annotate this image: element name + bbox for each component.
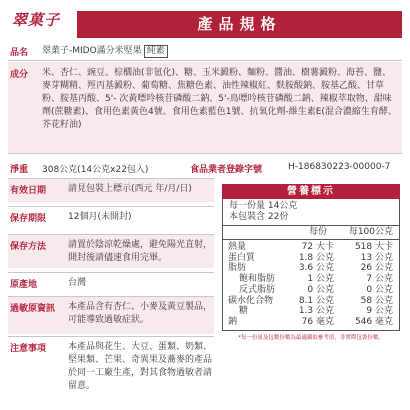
product-name-row [8, 41, 402, 61]
allergen-label: 過敏原資訊 [10, 304, 56, 314]
nutrient-name: 熱量 [228, 242, 247, 252]
ingredients-value: 米、杏仁、豌豆、棕櫚油(非氫化)、糖、玉米澱粉、麵粉、醬油、樹薯澱粉、海苔、鹽、麥芽糊精、羥丙基澱粉、葡萄糖、焦糖色素、油性辣椒紅、麩胺酸鈉、胺基乙酸、甘草粉、胺基丙酸、5'- 次黃嘌呤核苷磷酸二鈉、5'-鳥嘌呤核苷磷酸二鈉、辣椒萃取物、甜味劑(蔗糖素)、食用色素黃色4號、食用色素藍色1號、抗氧化劑-維生素E(混合濃縮生育酵、芥花籽油) [42, 68, 397, 131]
net-weight-row [8, 160, 402, 176]
origin-value: 台灣 [68, 278, 87, 288]
product-name-label: 品名 [10, 48, 29, 58]
registration-label: 食品業者登錄字號 [190, 165, 263, 175]
nutrient-name: 脂肪 [228, 263, 247, 274]
expiry-value: 請見包裝上標示(西元 年/月/日) [68, 184, 192, 194]
net-weight-label: 淨重 [10, 165, 29, 175]
registration-value: H-186830223-00000-7 [288, 162, 391, 172]
product-name-value [42, 45, 168, 58]
nutrient-name: 飽和脂肪 [239, 274, 276, 285]
page-title: 產品規格 [77, 11, 402, 38]
nutrient-name: 鈉 [228, 316, 238, 327]
nutrient-per-serving: 3.6 公克 [298, 263, 334, 274]
nutrient-per-serving: 76 毫克 [301, 316, 334, 327]
nutrient-per-100g: 9 公克 [366, 306, 393, 317]
per-100g-header: 每100公克 [348, 227, 393, 237]
expiry-row [8, 178, 214, 202]
nutrition-row [223, 285, 399, 296]
header [0, 0, 410, 40]
storage-value: 請置於陰涼乾燥處，避免陽光直射，開封後請儘速食用完畢。 [68, 240, 213, 264]
nutrient-per-serving: 8.1 公克 [298, 295, 334, 306]
nutrition-row [223, 240, 399, 253]
serving-size: 每一份量 14公克 [229, 201, 298, 211]
shelf-life-label: 保存期限 [10, 214, 47, 224]
net-weight-value: 308公克(14公克x22包入) [42, 165, 149, 175]
nutrition-column-headers [223, 226, 399, 240]
vegan-badge: 純素 [144, 45, 168, 58]
nutrient-per-100g: 58 公克 [360, 295, 393, 306]
notes-value: 本產品與花生、大豆、蛋類、奶類、堅果類、芒果、奇異果及蕎麥的產品於同一工廠生產，對其食物過敏者請留意。 [68, 342, 213, 392]
servings-per-package: 本包裝含 22份 [229, 212, 289, 222]
notes-row [8, 336, 214, 404]
nutrition-title: 營養標示 [222, 184, 400, 199]
nutrition-facts-panel [222, 184, 400, 342]
origin-label: 原產地 [10, 280, 38, 290]
nutrition-box [222, 199, 400, 331]
ingredients-row [8, 62, 402, 154]
nutrient-per-100g: 7 公克 [366, 274, 393, 285]
nutrient-name: 蛋白質 [228, 252, 256, 263]
nutrient-name: 糖 [239, 306, 249, 317]
nutrition-row [223, 274, 399, 285]
nutrient-per-100g: 26 公克 [360, 263, 393, 274]
origin-row [8, 272, 214, 294]
nutrient-per-serving: 72 大卡 [301, 242, 334, 252]
nutrient-per-serving: 0 公克 [307, 284, 334, 295]
nutrition-rows [223, 240, 399, 330]
expiry-label: 有效日期 [10, 186, 47, 196]
nutrient-per-100g: 546 毫克 [354, 316, 393, 327]
nutrient-per-serving: 1 公克 [307, 274, 334, 285]
nutrient-per-serving: 1.3 公克 [298, 306, 334, 317]
allergen-value: 本產品含有杏仁、小麥及黃豆製品，可能導致過敏症狀。 [68, 302, 213, 326]
storage-row [8, 234, 214, 268]
nutrient-name: 碳水化合物 [228, 295, 274, 306]
nutrition-row [223, 253, 399, 264]
ingredients-label: 成分 [10, 70, 29, 80]
nutrient-per-100g: 13 公克 [360, 252, 393, 263]
nutrition-serving [223, 199, 399, 226]
nutrition-row [223, 317, 399, 330]
nutrition-row [223, 296, 399, 307]
nutrition-footnote: *每一份量及包數份數為最適攝取參考值，非實際包裝份數。 [238, 334, 384, 341]
nutrient-name: 反式脂肪 [239, 284, 276, 295]
notes-label: 注意事項 [10, 344, 47, 354]
nutrient-per-100g: 0 公克 [366, 284, 393, 295]
shelf-life-value: 12個月(未開封) [68, 212, 132, 222]
per-serving-header: 每份 [308, 227, 327, 237]
allergen-row [8, 296, 214, 334]
shelf-life-row [8, 206, 214, 230]
product-name-text: 翠菓子-MIDO滿分米堅果 [42, 46, 142, 56]
nutrient-per-100g: 518 大卡 [354, 242, 393, 252]
storage-label: 保存方法 [10, 242, 47, 252]
brand-logo: 翠菓子 [12, 11, 61, 29]
nutrition-row [223, 306, 399, 317]
nutrient-per-serving: 1.8 公克 [298, 252, 334, 263]
nutrition-row [223, 263, 399, 274]
